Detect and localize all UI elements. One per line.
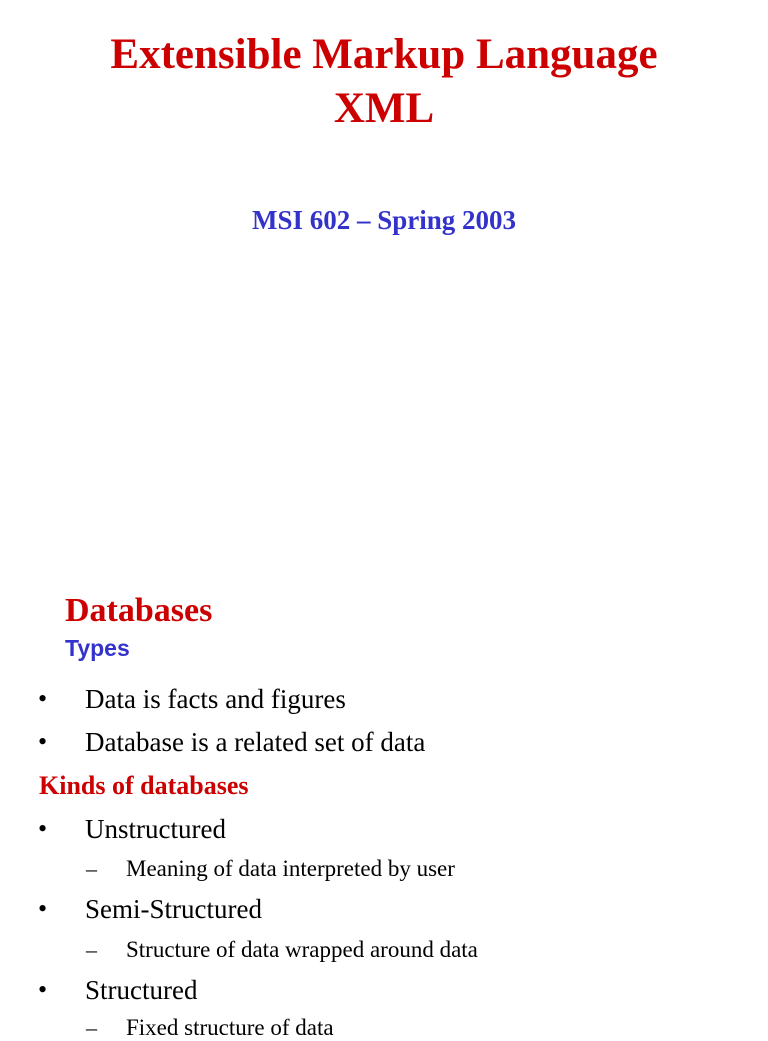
kind-label: Structured xyxy=(85,975,198,1005)
bullet-text: Database is a related set of data xyxy=(85,727,426,757)
kinds-heading: Kinds of databases xyxy=(39,771,249,800)
bullet-glyph: • xyxy=(38,814,48,843)
slide-title xyxy=(0,28,768,136)
section-heading: Databases xyxy=(65,592,213,629)
kind-detail: Meaning of data interpreted by user xyxy=(126,856,455,881)
section-subheading: Types xyxy=(65,635,130,661)
bullet-glyph: • xyxy=(38,894,48,923)
dash-glyph: – xyxy=(86,937,97,962)
kind-detail: Fixed structure of data xyxy=(126,1015,334,1040)
dash-glyph: – xyxy=(86,1015,97,1040)
kind-label: Semi-Structured xyxy=(85,894,262,924)
bullet-text: Data is facts and figures xyxy=(85,684,346,714)
kind-detail: Structure of data wrapped around data xyxy=(126,937,478,962)
bullet-glyph: • xyxy=(38,684,48,713)
slide-subtitle: MSI 602 – Spring 2003 xyxy=(251,205,517,235)
dash-glyph: – xyxy=(86,856,97,881)
slide-title-line2: XML xyxy=(333,85,435,132)
kind-label: Unstructured xyxy=(85,814,226,844)
bullet-glyph: • xyxy=(38,727,48,756)
bullet-glyph: • xyxy=(38,975,48,1004)
slide-title-line1: Extensible Markup Language xyxy=(110,31,658,78)
